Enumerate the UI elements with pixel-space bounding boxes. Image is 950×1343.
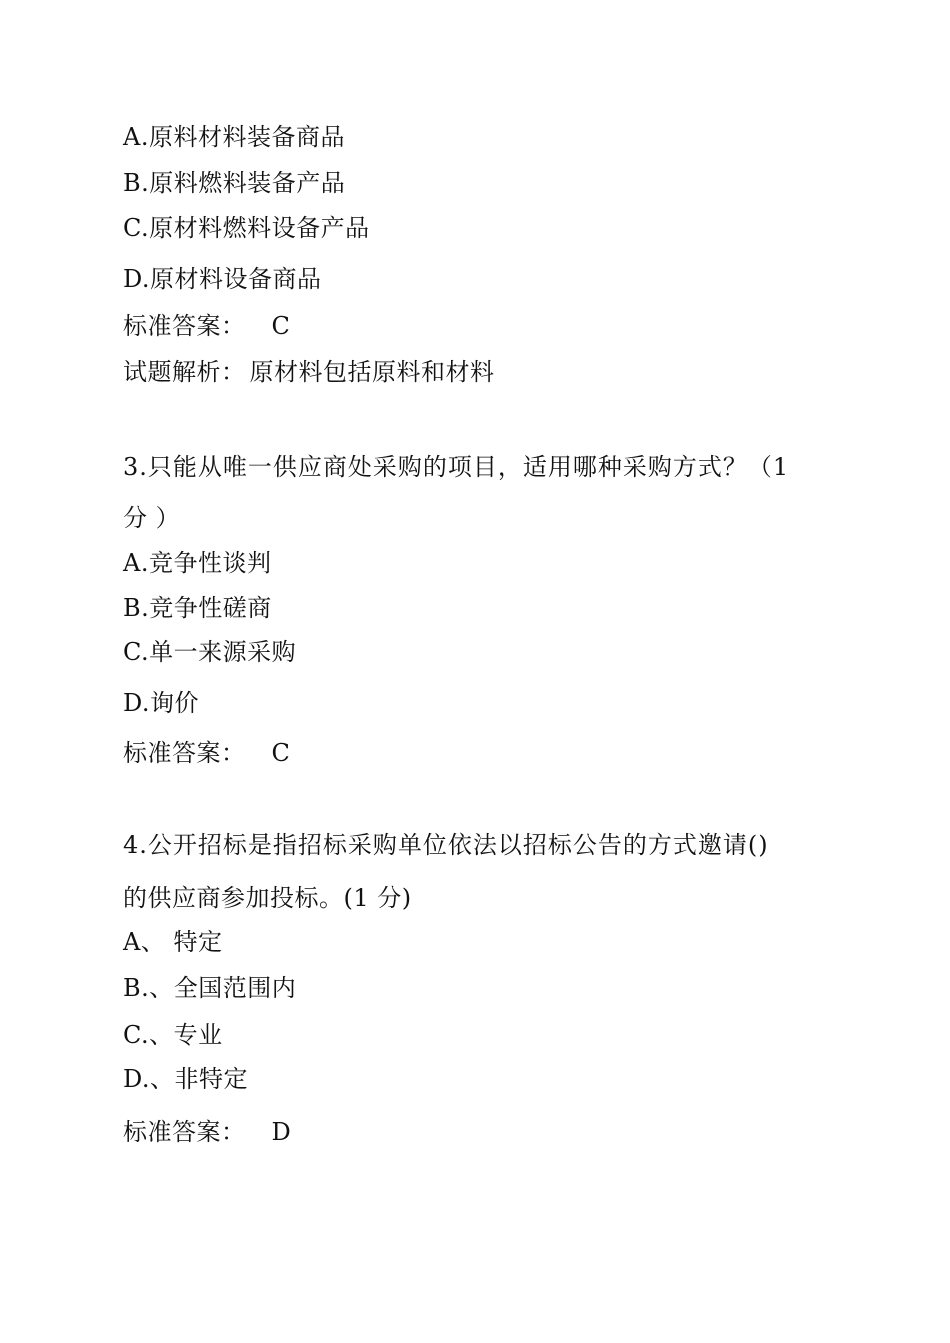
- q3-option-d: D.询价: [123, 689, 200, 717]
- q2-option-d: D.原材料设备商品: [123, 265, 322, 293]
- q4-stem-line1: 4.公开招标是指招标采购单位依法以招标公告的方式邀请(): [123, 831, 769, 859]
- answer-value: D: [271, 1118, 292, 1146]
- q3-answer: [123, 738, 290, 768]
- q4-answer: [123, 1117, 291, 1147]
- q2-answer: [123, 311, 290, 341]
- q2-option-c: C.原材料燃料设备产品: [123, 214, 370, 242]
- q2-analysis: [123, 357, 495, 387]
- q3-option-a: A.竞争性谈判: [123, 549, 272, 577]
- q4-option-d: D.、非特定: [123, 1065, 249, 1093]
- q4-option-a: A、 特定: [123, 928, 223, 956]
- answer-label: 标准答案：: [123, 739, 246, 767]
- answer-value: C: [271, 739, 291, 767]
- answer-label: 标准答案：: [123, 1118, 246, 1146]
- answer-label: 标准答案：: [123, 312, 246, 340]
- q2-option-a: A.原料材料装备商品: [123, 123, 345, 151]
- q4-option-c: C.、专业: [123, 1021, 223, 1049]
- q3-option-c: C.单一来源采购: [123, 638, 297, 666]
- q3-stem-line2: 分 ）: [123, 504, 181, 532]
- answer-value: C: [271, 312, 291, 340]
- q4-option-b: B.、全国范围内: [123, 974, 297, 1002]
- analysis-label: 试题解析：: [123, 358, 246, 386]
- analysis-text: 原材料包括原料和材料: [249, 358, 495, 386]
- q4-stem-line2: 的供应商参加投标。(1 分): [123, 884, 412, 912]
- q3-stem-line1: 3.只能从唯一供应商处采购的项目，适用哪种采购方式？（1: [123, 453, 790, 481]
- q2-option-b: B.原料燃料装备产品: [123, 169, 346, 197]
- q3-option-b: B.竞争性磋商: [123, 594, 272, 622]
